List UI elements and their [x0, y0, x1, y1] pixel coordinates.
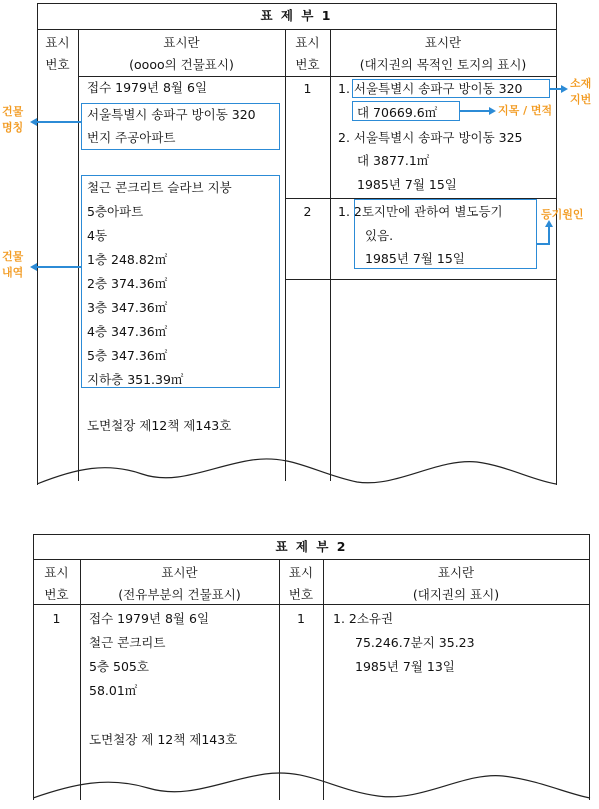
- land-right-line: 75.246.7분지 35.23: [355, 635, 475, 650]
- header-no-label-4: 번호: [288, 587, 314, 602]
- building-detail-line: 1층 248.82㎡: [87, 252, 168, 267]
- land-line: 대 3877.1㎡: [357, 153, 430, 168]
- header-display-label-2: 표시란: [424, 35, 462, 50]
- table-1-title: 표 제 부 1: [260, 8, 333, 23]
- annotation-building-detail: 내역: [2, 266, 24, 279]
- unit-row-number: 1: [52, 611, 61, 626]
- reason-highlight: [354, 199, 537, 269]
- connector-line: [460, 110, 490, 112]
- building-detail-line: 철근 콘크리트 슬라브 지붕: [87, 180, 232, 195]
- connector-line: [548, 226, 550, 245]
- table-2-title: 표 제 부 2: [275, 539, 348, 554]
- header-no-label-3: 표시: [288, 565, 314, 580]
- annotation-reason: 등기원인: [541, 208, 584, 221]
- annotation-building-name: 건물: [2, 105, 24, 118]
- building-detail-line: 2층 374.36㎡: [87, 276, 168, 291]
- building-name-line-1: 서울특별시 송파구 방이동 320: [87, 107, 256, 122]
- building-detail-line: 5층 347.36㎡: [87, 348, 168, 363]
- torn-edge-wave: [37, 452, 557, 488]
- header-no-label-2: 번호: [45, 57, 70, 72]
- header-building-display: (oooo의 건물표시): [129, 57, 234, 72]
- land-area-highlight: [352, 101, 460, 121]
- unit-plan-reference: 도면철장 제 12책 제143호: [89, 732, 238, 747]
- arrow-left-icon: [30, 118, 37, 126]
- header-unit-display: (전유부분의 건물표시): [118, 587, 241, 602]
- annotation-location: 지번: [570, 93, 592, 106]
- land-right-line: 1985년 7월 13일: [355, 659, 455, 674]
- arrow-left-icon: [30, 263, 37, 271]
- annotation-building-name: 명칭: [2, 121, 24, 134]
- land-right-row-number: 1: [297, 611, 305, 626]
- header-no-label-3: 표시: [295, 35, 320, 50]
- header-no-label: 표시: [44, 565, 69, 580]
- annotation-land-area: 지목 / 면적: [498, 104, 553, 117]
- building-detail-line: 3층 347.36㎡: [87, 300, 168, 315]
- building-detail-line: 지하층 351.39㎡: [87, 372, 184, 387]
- torn-edge-wave: [33, 768, 591, 804]
- connector-line: [36, 121, 81, 123]
- header-display-label: 표시란: [163, 35, 200, 50]
- building-name-line-2: 번지 주공아파트: [87, 130, 176, 145]
- land-line: 대 70669.6㎡: [357, 105, 438, 120]
- unit-line: 철근 콘크리트: [89, 635, 166, 650]
- land-line: 1985년 7월 15일: [357, 177, 457, 192]
- header-no-label-4: 번호: [295, 57, 320, 72]
- header-display-label-2: 표시란: [437, 565, 475, 580]
- connector-line: [36, 266, 81, 268]
- unit-line: 5층 505호: [89, 659, 149, 674]
- header-no-label-2: 번호: [44, 587, 69, 602]
- land-line: 1. 서울특별시 송파구 방이동 320: [338, 81, 523, 96]
- header-display-label: 표시란: [161, 565, 198, 580]
- arrow-up-icon: [545, 220, 553, 227]
- arrow-right-icon: [561, 85, 568, 93]
- header-land-display: (대지권의 목적인 토지의 표시): [359, 57, 527, 72]
- land-line: 2. 서울특별시 송파구 방이동 325: [338, 130, 523, 145]
- location-highlight: [352, 79, 550, 98]
- plan-reference: 도면철장 제12책 제143호: [87, 418, 232, 433]
- land-line: 있음.: [365, 228, 394, 243]
- land-line: 1985년 7월 15일: [365, 251, 465, 266]
- annotation-building-detail: 건물: [2, 250, 24, 263]
- building-name-highlight: [81, 103, 280, 150]
- land-row-number: 1: [303, 81, 312, 96]
- land-row-number: 2: [303, 204, 312, 219]
- building-detail-highlight: [81, 175, 280, 388]
- land-line: 1. 2토지만에 관하여 별도등기: [338, 204, 503, 219]
- land-right-line: 1. 2소유권: [333, 611, 394, 626]
- arrow-right-icon: [489, 107, 496, 115]
- building-detail-line: 4동: [87, 228, 108, 243]
- building-detail-line: 4층 347.36㎡: [87, 324, 168, 339]
- header-land-right-display: (대지권의 표시): [412, 587, 500, 602]
- header-no-label: 표시: [45, 35, 70, 50]
- annotation-location: 소재: [570, 77, 592, 90]
- building-detail-line: 5층아파트: [87, 204, 144, 219]
- receipt-date: 접수 1979년 8월 6일: [87, 80, 208, 95]
- unit-line: 58.01㎡: [89, 683, 138, 698]
- unit-line: 접수 1979년 8월 6일: [89, 611, 210, 626]
